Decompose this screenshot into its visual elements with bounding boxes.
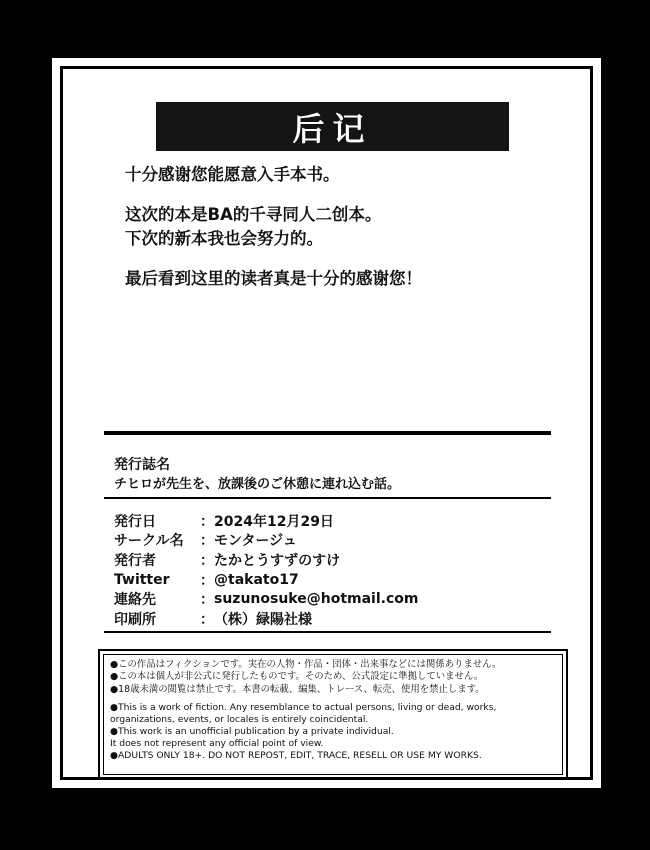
info-value: たかとうすずのすけ	[214, 552, 341, 569]
notice-jp-line-3: ●18歳未満の閲覧は禁止です。本書の転載、編集、トレース、転売、使用を禁止します。	[110, 683, 485, 695]
message-line-2: 这次的本是BA的千寻同人二创本。	[125, 205, 382, 224]
publication-title: チヒロが先生を、放課後のご休憩に連れ込む話。	[114, 477, 401, 492]
notice-en-line-2: organizations, events, or locales is entirely coincidental.	[110, 713, 369, 725]
info-row-circle	[114, 531, 418, 551]
notice-en-line-1: ●This is a work of fiction. Any resemblance to actual persons, living or dead, works,	[110, 701, 497, 713]
divider-thick	[104, 431, 551, 435]
info-row-date	[114, 511, 418, 531]
notice-jp-line-1: ●この作品はフィクションです。実在の人物・作品・団体・出来事などには関係ありません。	[110, 659, 502, 670]
info-value: suzunosuke@hotmail.com	[214, 591, 419, 608]
divider-thin	[104, 497, 551, 499]
afterword-page	[50, 56, 603, 790]
info-key: 発行日	[114, 513, 156, 530]
info-colon: ：	[200, 533, 214, 550]
message-line-3: 下次的新本我也会努力的。	[125, 229, 323, 248]
info-row-publisher	[114, 550, 418, 570]
notice-frame	[103, 654, 563, 775]
info-colon: ：	[200, 552, 214, 569]
info-key: 発行者	[114, 552, 156, 569]
message-line-1: 十分感谢您能愿意入手本书。	[125, 165, 340, 184]
info-value: （株）緑陽社様	[214, 611, 312, 628]
info-row-twitter	[114, 570, 418, 590]
info-colon: ：	[200, 611, 214, 628]
notice-en-line-3: ●This work is an unofficial publication by a private individual.	[110, 726, 394, 738]
info-value: モンタージュ	[214, 533, 297, 550]
notice-box	[98, 649, 568, 780]
info-row-contact	[114, 589, 418, 609]
message-line-4: 最后看到这里的读者真是十分的感谢您！	[125, 269, 422, 288]
colophon-info	[114, 511, 418, 629]
notice-en-line-4: It does not represent any official point of view.	[110, 738, 324, 750]
info-key: Twitter	[114, 571, 170, 588]
info-colon: ：	[200, 592, 214, 609]
info-row-printer	[114, 609, 418, 629]
info-colon: ：	[200, 572, 214, 589]
notice-en-line-5: ●ADULTS ONLY 18+. DO NOT REPOST, EDIT, TRACE, RESELL OR USE MY WORKS.	[110, 750, 482, 762]
notice-jp-line-2: ●この本は個人が非公式に発行したものです。そのため、公式設定に準拠していません。	[110, 671, 484, 683]
page-frame	[60, 66, 593, 780]
info-colon: ：	[200, 513, 214, 530]
info-value: @takato17	[214, 571, 299, 588]
info-key: サークル名	[114, 533, 184, 550]
info-value: 2024年12月29日	[214, 513, 334, 530]
page-title: 后记	[156, 102, 509, 151]
info-key: 連絡先	[114, 592, 156, 609]
divider-thin	[104, 631, 551, 633]
info-key: 印刷所	[114, 611, 156, 628]
publication-label: 発行誌名	[114, 457, 170, 473]
